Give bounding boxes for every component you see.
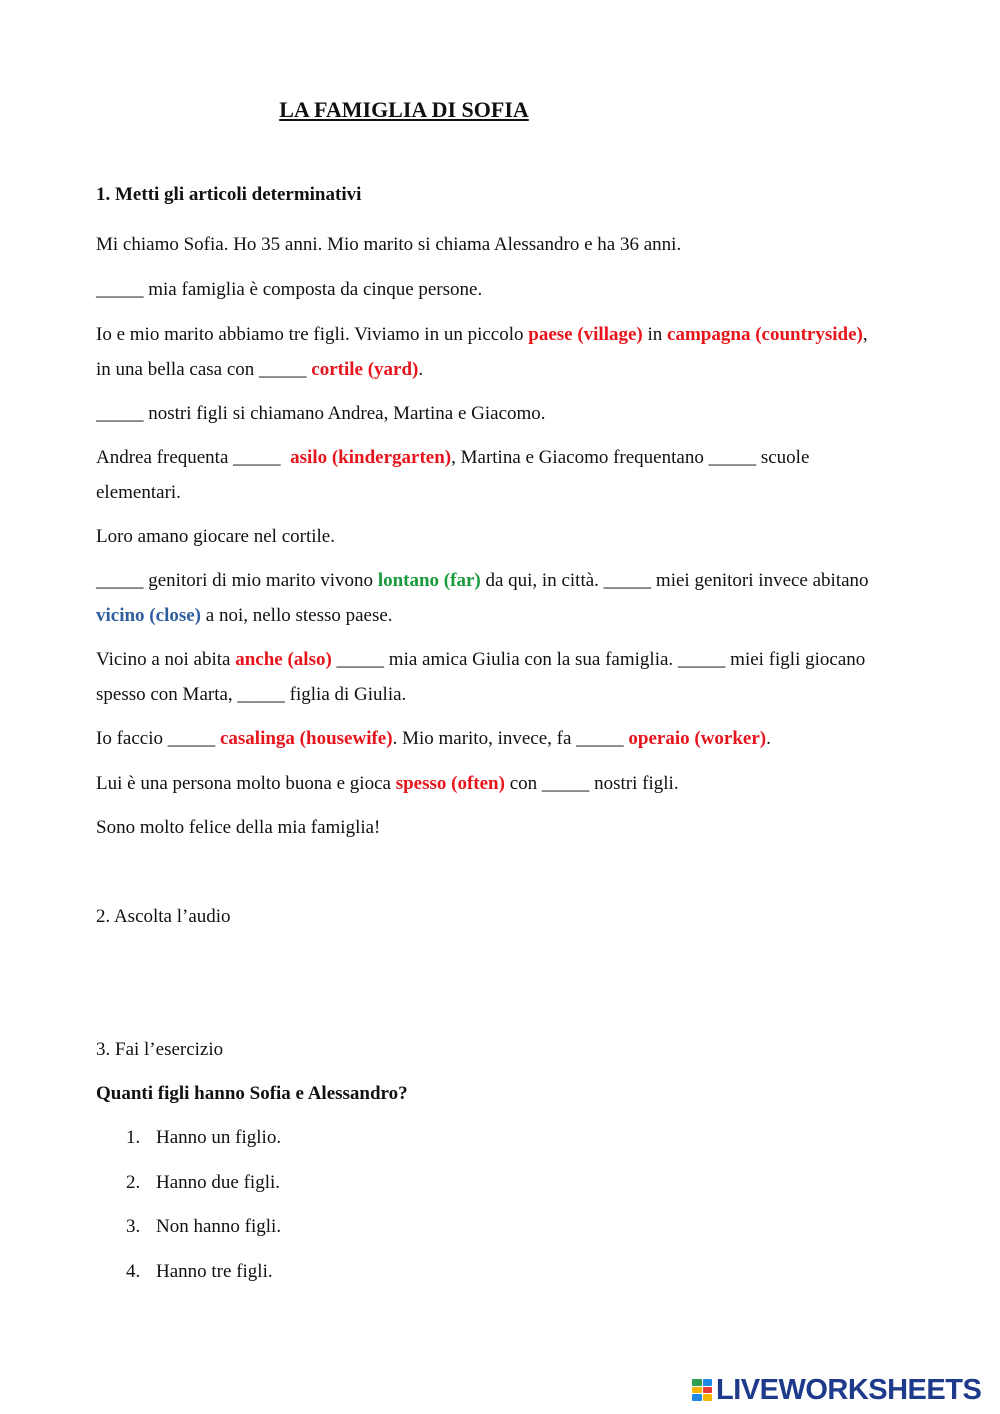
text-line-5: Andrea frequenta _____ asilo (kindergarten), Martina e Giacomo frequentano _____ scuole elementari. xyxy=(96,447,810,503)
vocab-anche: anche (also) xyxy=(235,649,332,670)
vocab-lontano: lontano (far) xyxy=(377,570,481,591)
blank-field[interactable]: _____ xyxy=(96,279,144,300)
answer-option-4[interactable]: 4. Hanno tre figli. xyxy=(126,1261,273,1282)
text-line-9: Io faccio _____ casalinga (housewife). Mio marito, invece, fa _____ operaio (worker). xyxy=(96,728,771,749)
blank-field[interactable]: _____ xyxy=(677,649,726,670)
blank-field[interactable]: _____ xyxy=(259,359,307,380)
blank-field[interactable]: _____ xyxy=(708,447,757,468)
answer-option-2[interactable]: 2. Hanno due figli. xyxy=(126,1172,281,1193)
answer-option-3[interactable]: 3. Non hanno figli. xyxy=(126,1216,282,1237)
vocab-casalinga: casalinga (housewife) xyxy=(219,728,393,749)
vocab-paese: paese (village) xyxy=(528,324,643,345)
question: Quanti figli hanno Sofia e Alessandro? xyxy=(96,1083,408,1104)
text-line-7: _____ genitori di mio marito vivono lontano (far) da qui, in città. _____ miei genitori invece abitano vicino (close) a noi, nello stesso paese. xyxy=(96,570,869,626)
section1-heading: 1. Metti gli articoli determinativi xyxy=(96,184,362,205)
blank-field[interactable]: _____ xyxy=(167,728,216,749)
blank-field[interactable]: _____ xyxy=(603,570,652,591)
page-title: LA FAMIGLIA DI SOFIA xyxy=(279,97,529,122)
vocab-campagna: campagna (countryside) xyxy=(667,324,863,345)
vocab-spesso: spesso (often) xyxy=(395,773,505,794)
blank-field[interactable]: _____ xyxy=(237,684,285,705)
section3-heading: 3. Fai l’esercizio xyxy=(96,1039,224,1060)
answer-option-1[interactable]: 1. Hanno un figlio. xyxy=(126,1127,282,1148)
text-line-4: _____ nostri figli si chiamano Andrea, Martina e Giacomo. xyxy=(96,403,546,424)
text-line-1: Mi chiamo Sofia. Ho 35 anni. Mio marito si chiama Alessandro e ha 36 anni. xyxy=(96,234,682,255)
logo-text: LIVEWORKSHEETS xyxy=(716,1373,982,1406)
blank-field[interactable]: _____ xyxy=(96,403,144,424)
section2-heading: 2. Ascolta l’audio xyxy=(96,906,231,927)
liveworksheets-logo xyxy=(692,1374,981,1406)
text-line-10: Lui è una persona molto buona e gioca spesso (often) con _____ nostri figli. xyxy=(96,773,679,794)
text-line-8: Vicino a noi abita anche (also) _____ mia amica Giulia con la sua famiglia. _____ miei figli giocano spesso con Marta, _____ figlia di Giulia. xyxy=(96,649,866,705)
blank-field[interactable]: _____ xyxy=(233,447,281,468)
blank-field[interactable]: _____ xyxy=(96,570,144,591)
text-line-6: Loro amano giocare nel cortile. xyxy=(96,526,335,547)
blank-field[interactable]: _____ xyxy=(576,728,624,749)
vocab-cortile: cortile (yard) xyxy=(311,359,419,380)
vocab-operaio: operaio (worker) xyxy=(628,728,767,749)
text-line-3: Io e mio marito abbiamo tre figli. Viviamo in un piccolo paese (village) in campagna (countryside), in una bella casa con _____ cortile (yard). xyxy=(96,324,868,380)
vocab-asilo: asilo (kindergarten) xyxy=(290,447,452,468)
vocab-vicino: vicino (close) xyxy=(96,605,202,626)
text-line-11: Sono molto felice della mia famiglia! xyxy=(96,817,381,838)
logo-mark-icon xyxy=(692,1379,712,1401)
text-line-2: _____ mia famiglia è composta da cinque persone. xyxy=(96,279,483,300)
blank-field[interactable]: _____ xyxy=(541,773,590,794)
blank-field[interactable]: _____ xyxy=(336,649,385,670)
